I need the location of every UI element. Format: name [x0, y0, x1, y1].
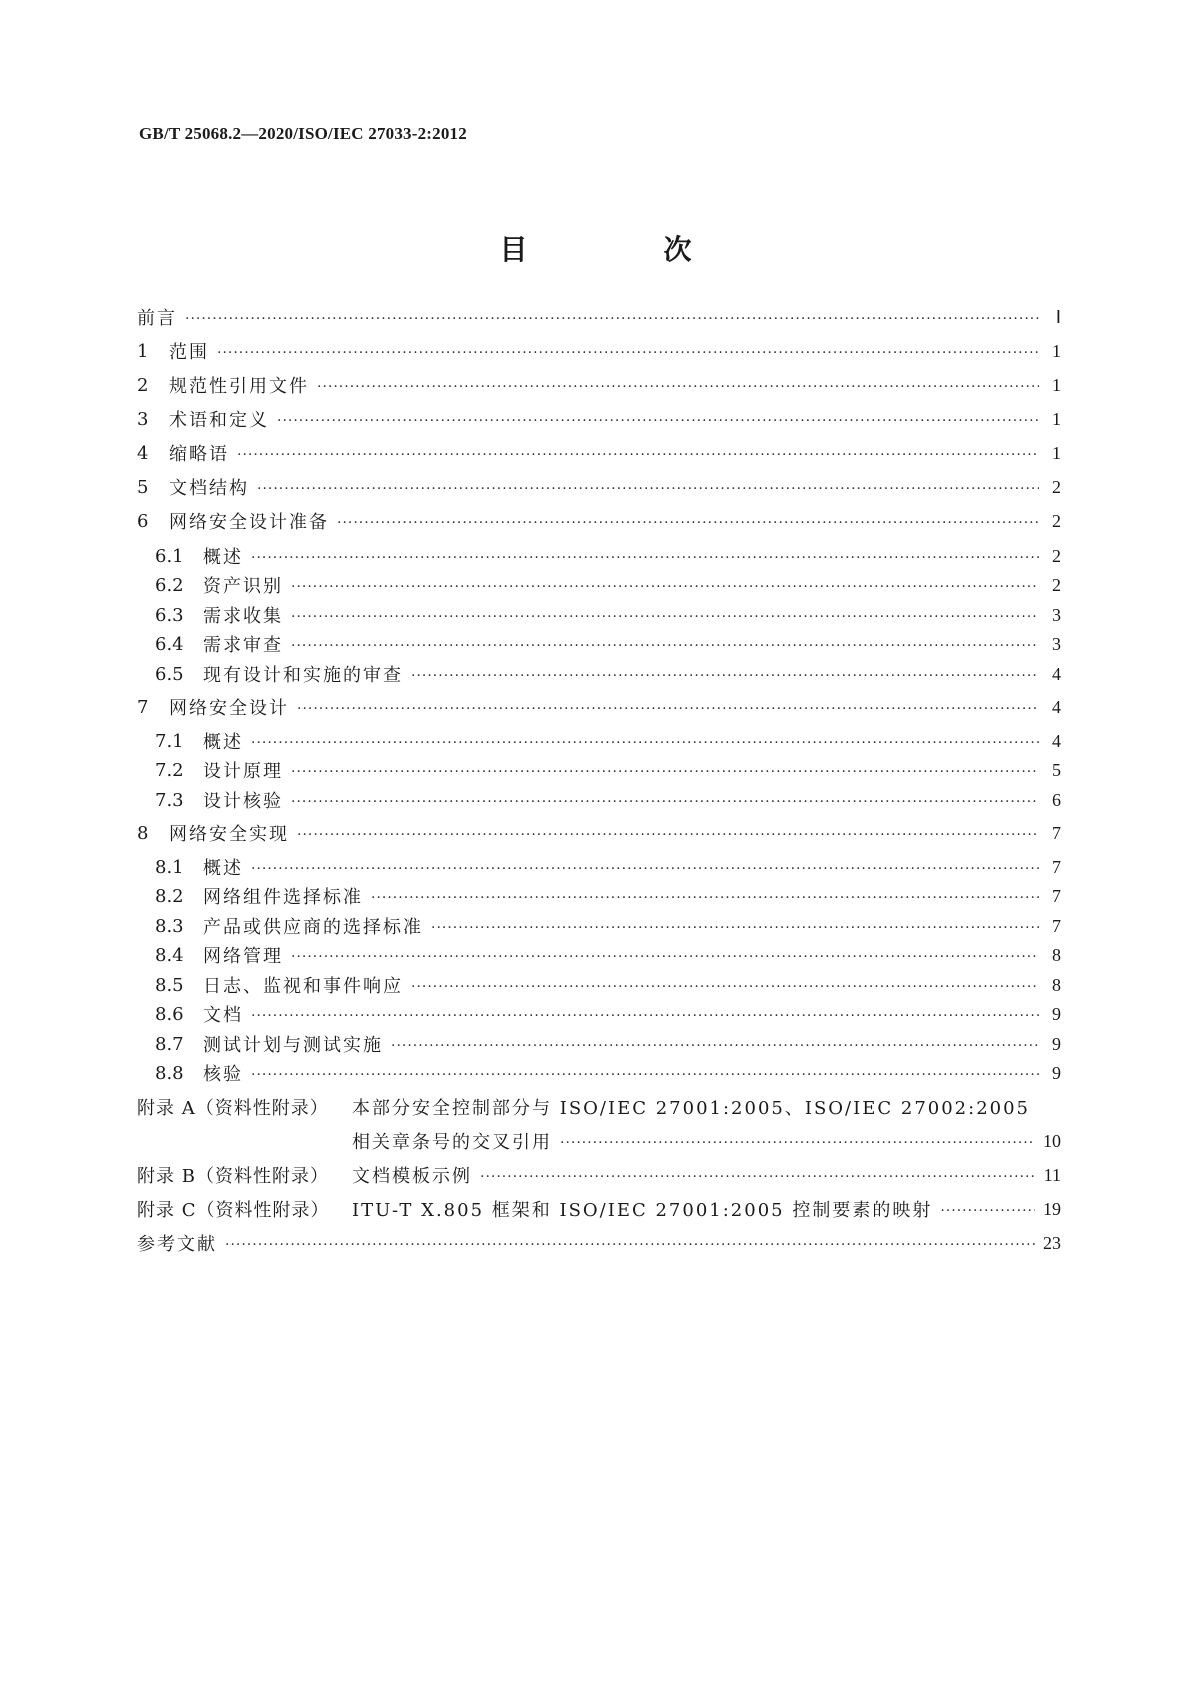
dot-leader — [291, 609, 1039, 625]
toc-entry-1[interactable]: 1 范围 ····· 1 — [137, 338, 1061, 364]
dot-leader — [480, 1169, 1036, 1185]
dot-leader — [291, 949, 1039, 965]
dot-leader — [317, 379, 1039, 395]
dot-leader — [251, 861, 1039, 877]
dot-leader — [277, 413, 1039, 429]
toc-entry-annex-a[interactable]: 附录 A（资料性附录） 本部分安全控制部分与 ISO/IEC 27001:2005、ISO/IEC 27002:2005 — [137, 1098, 1031, 1119]
dot-leader — [291, 638, 1039, 654]
toc-entry-7[interactable]: 7 网络安全设计 ····· 4 — [137, 694, 1061, 720]
dot-leader — [297, 827, 1039, 843]
dot-leader — [251, 1067, 1039, 1083]
dot-leader — [560, 1135, 1035, 1151]
toc-entry-2[interactable]: 2 规范性引用文件 ····· 1 — [137, 372, 1061, 398]
dot-leader — [291, 579, 1039, 595]
toc-entry-8[interactable]: 8 网络安全实现 ····· 7 — [137, 820, 1061, 846]
dot-leader — [297, 701, 1039, 717]
toc-entry-8-6[interactable]: 8.6 文档 ····· 9 — [137, 1001, 1061, 1027]
toc-entry-6-2[interactable]: 6.2 资产识别 ····· 2 — [137, 572, 1061, 598]
toc-entry-references[interactable]: 参考文献 ····· 23 — [137, 1230, 1061, 1256]
dot-leader — [411, 979, 1039, 995]
toc-entry-annex-b[interactable]: 附录 B（资料性附录） 文档模板示例 ····· 11 — [137, 1162, 1061, 1188]
dot-leader — [337, 515, 1039, 531]
dot-leader — [391, 1038, 1039, 1054]
toc-entry-5[interactable]: 5 文档结构 ····· 2 — [137, 474, 1061, 500]
toc-title: 目 次 — [499, 233, 746, 266]
toc-entry-7-3[interactable]: 7.3 设计核验 ····· 6 — [137, 787, 1061, 813]
dot-leader — [251, 550, 1039, 566]
toc-entry-8-7[interactable]: 8.7 测试计划与测试实施 ····· 9 — [137, 1031, 1061, 1057]
toc-entry-7-1[interactable]: 7.1 概述 ····· 4 — [137, 728, 1061, 754]
dot-leader — [251, 1008, 1039, 1024]
toc-entry-3[interactable]: 3 术语和定义 ····· 1 — [137, 406, 1061, 432]
dot-leader — [257, 481, 1039, 497]
toc-entry-6[interactable]: 6 网络安全设计准备 ····· 2 — [137, 508, 1061, 534]
dot-leader — [225, 1237, 1035, 1253]
toc-entry-8-2[interactable]: 8.2 网络组件选择标准 ····· 7 — [137, 883, 1061, 909]
toc-entry-7-2[interactable]: 7.2 设计原理 ····· 5 — [137, 757, 1061, 783]
toc-entry-6-5[interactable]: 6.5 现有设计和实施的审查 ····· 4 — [137, 661, 1061, 687]
toc-entry-6-4[interactable]: 6.4 需求审查 ····· 3 — [137, 631, 1061, 657]
dot-leader — [217, 345, 1039, 361]
dot-leader — [940, 1203, 1035, 1219]
standard-id: GB/T 25068.2—2020/ISO/IEC 27033-2:2012 — [139, 124, 467, 143]
toc-entry-8-8[interactable]: 8.8 核验 ····· 9 — [137, 1060, 1061, 1086]
table-of-contents — [137, 0, 1061, 1684]
dot-leader — [251, 735, 1039, 751]
dot-leader — [291, 794, 1039, 810]
toc-entry-8-1[interactable]: 8.1 概述 ····· 7 — [137, 854, 1061, 880]
dot-leader — [291, 764, 1039, 780]
dot-leader — [371, 890, 1039, 906]
toc-entry-6-3[interactable]: 6.3 需求收集 ····· 3 — [137, 602, 1061, 628]
toc-entry-4[interactable]: 4 缩略语 ····· 1 — [137, 440, 1061, 466]
toc-entry-annex-c[interactable]: 附录 C（资料性附录） ITU-T X.805 框架和 ISO/IEC 27001:2005 控制要素的映射 ····· 19 — [137, 1196, 1061, 1222]
toc-entry-8-3[interactable]: 8.3 产品或供应商的选择标准 ····· 7 — [137, 913, 1061, 939]
toc-entry-6-1[interactable]: 6.1 概述 ····· 2 — [137, 543, 1061, 569]
dot-leader — [411, 668, 1039, 684]
toc-entry-annex-a-continued[interactable]: 相关章条号的交叉引用 ····· 10 — [137, 1128, 1061, 1154]
toc-entry-8-4[interactable]: 8.4 网络管理 ····· 8 — [137, 942, 1061, 968]
toc-entry-8-5[interactable]: 8.5 日志、监视和事件响应 ····· 8 — [137, 972, 1061, 998]
dot-leader — [237, 447, 1039, 463]
dot-leader — [431, 920, 1039, 936]
dot-leader — [185, 311, 1039, 327]
toc-entry-foreword[interactable]: 前言 ····· Ⅰ — [137, 304, 1061, 330]
